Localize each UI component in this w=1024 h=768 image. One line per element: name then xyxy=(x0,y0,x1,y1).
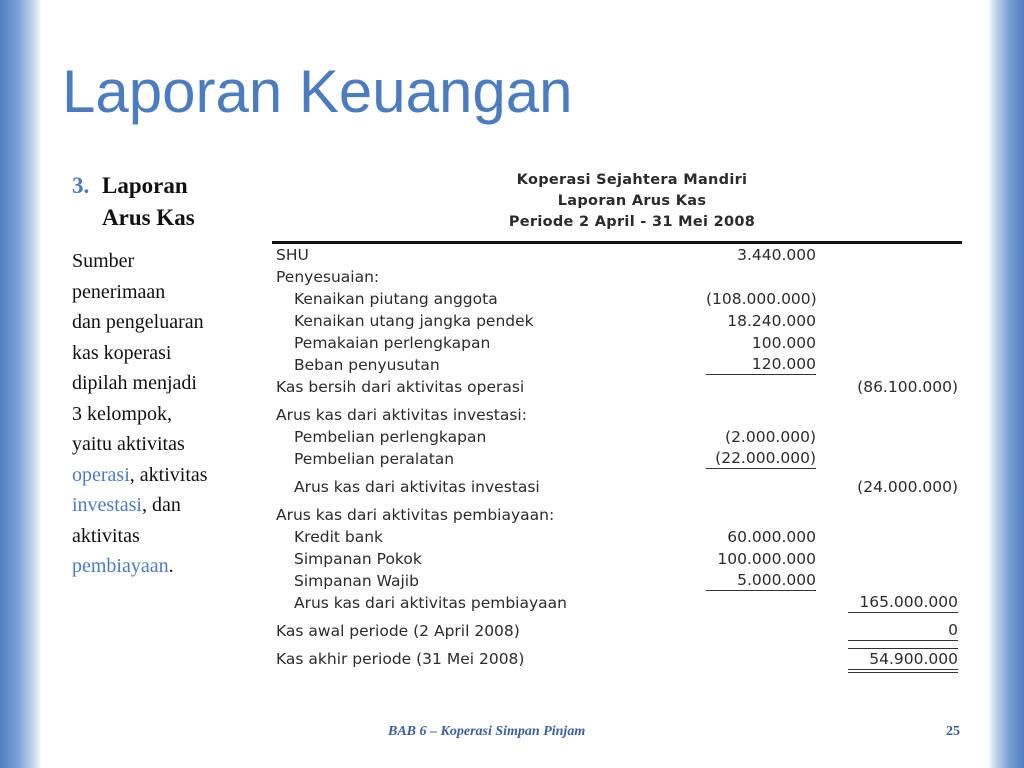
highlight-operasi: operasi xyxy=(72,463,130,486)
highlight-investasi: investasi xyxy=(72,494,142,516)
highlight-pembiayaan: pembiayaan xyxy=(72,555,169,577)
row-label: Pembelian peralatan xyxy=(294,450,455,468)
row-label: Arus kas dari aktivitas investasi xyxy=(294,478,540,496)
row-total: (24.000.000) xyxy=(857,478,958,496)
desc-line: Sumber xyxy=(72,250,135,272)
row-label: Arus kas dari aktivitas pembiayaan xyxy=(294,594,567,612)
row-value: (2.000.000) xyxy=(725,428,816,446)
row-label: Kenaikan piutang anggota xyxy=(294,290,498,308)
desc-text: . xyxy=(168,555,174,577)
row-value: 100.000 xyxy=(751,334,816,352)
row-value: (108.000.000) xyxy=(706,290,817,308)
row-label: Arus kas dari aktivitas pembiayaan: xyxy=(276,506,555,524)
row-total: (86.100.000) xyxy=(857,378,958,396)
report-row xyxy=(272,548,962,570)
desc-line: yaitu aktivitas xyxy=(72,433,185,455)
section-title-line1: Laporan xyxy=(102,173,188,198)
row-value: (22.000.000) xyxy=(706,448,816,469)
row-label: Pemakaian perlengkapan xyxy=(294,334,491,352)
row-label: Kas bersih dari aktivitas operasi xyxy=(276,378,525,396)
row-value: 120.000 xyxy=(706,354,816,375)
row-label: Simpanan Pokok xyxy=(294,550,422,568)
row-label: SHU xyxy=(276,246,309,264)
desc-line xyxy=(72,490,262,521)
row-value: 100.000.000 xyxy=(717,550,816,568)
row-label: Beban penyusutan xyxy=(294,356,440,374)
row-value: 60.000.000 xyxy=(727,528,816,546)
slide-title: Laporan Keuangan xyxy=(62,58,573,125)
row-label: Pembelian perlengkapan xyxy=(294,428,487,446)
left-gradient-border xyxy=(0,0,42,768)
row-total: 165.000.000 xyxy=(848,592,958,613)
report-row xyxy=(272,354,962,376)
footer-chapter: BAB 6 – Koperasi Simpan Pinjam xyxy=(388,724,586,739)
row-value: 3.440.000 xyxy=(737,246,816,264)
row-label: Kas awal periode (2 April 2008) xyxy=(276,622,520,640)
desc-line: kas koperasi xyxy=(72,341,172,364)
report-row xyxy=(272,266,962,288)
row-label: Arus kas dari aktivitas investasi: xyxy=(276,406,527,424)
cash-flow-report xyxy=(272,170,962,670)
report-period: Periode 2 April - 31 Mei 2008 xyxy=(508,214,756,230)
desc-text: , dan xyxy=(142,494,181,516)
report-row xyxy=(272,404,962,426)
row-label: Kenaikan utang jangka pendek xyxy=(294,312,534,330)
desc-line: dan pengeluaran xyxy=(72,311,204,333)
desc-line: dipilah menjadi xyxy=(72,372,197,394)
report-row xyxy=(272,288,962,310)
report-row xyxy=(272,332,962,354)
row-label: Kas akhir periode (31 Mei 2008) xyxy=(276,650,525,668)
report-row xyxy=(272,476,962,498)
section-number: 3. xyxy=(72,173,90,198)
desc-text: , aktivitas xyxy=(129,463,208,486)
description-text xyxy=(72,246,262,582)
right-gradient-border xyxy=(988,0,1024,768)
report-row xyxy=(272,620,962,642)
report-row xyxy=(272,426,962,448)
page-number: 25 xyxy=(946,724,960,739)
row-total: 54.900.000 xyxy=(848,648,958,673)
report-row xyxy=(272,504,962,526)
report-row xyxy=(272,526,962,548)
company-name: Koperasi Sejahtera Mandiri xyxy=(516,172,748,188)
desc-line xyxy=(72,551,262,582)
section-heading xyxy=(72,170,252,234)
report-row xyxy=(272,310,962,332)
report-row xyxy=(272,570,962,592)
report-row xyxy=(272,648,962,670)
report-row xyxy=(272,592,962,614)
desc-line: aktivitas xyxy=(72,524,140,547)
report-row xyxy=(272,448,962,470)
row-total: 0 xyxy=(848,620,958,641)
row-label: Simpanan Wajib xyxy=(294,572,419,590)
report-row xyxy=(272,376,962,398)
desc-line xyxy=(72,460,262,491)
row-label: Kredit bank xyxy=(294,528,384,546)
report-header xyxy=(272,170,962,233)
row-label: Penyesuaian: xyxy=(276,268,380,286)
report-name: Laporan Arus Kas xyxy=(557,193,707,209)
row-value: 5.000.000 xyxy=(706,570,816,591)
report-row xyxy=(272,244,962,266)
desc-line: 3 kelompok, xyxy=(72,402,172,425)
section-title-line2: Arus Kas xyxy=(102,205,195,230)
desc-line: penerimaan xyxy=(72,280,166,303)
row-value: 18.240.000 xyxy=(727,312,816,330)
